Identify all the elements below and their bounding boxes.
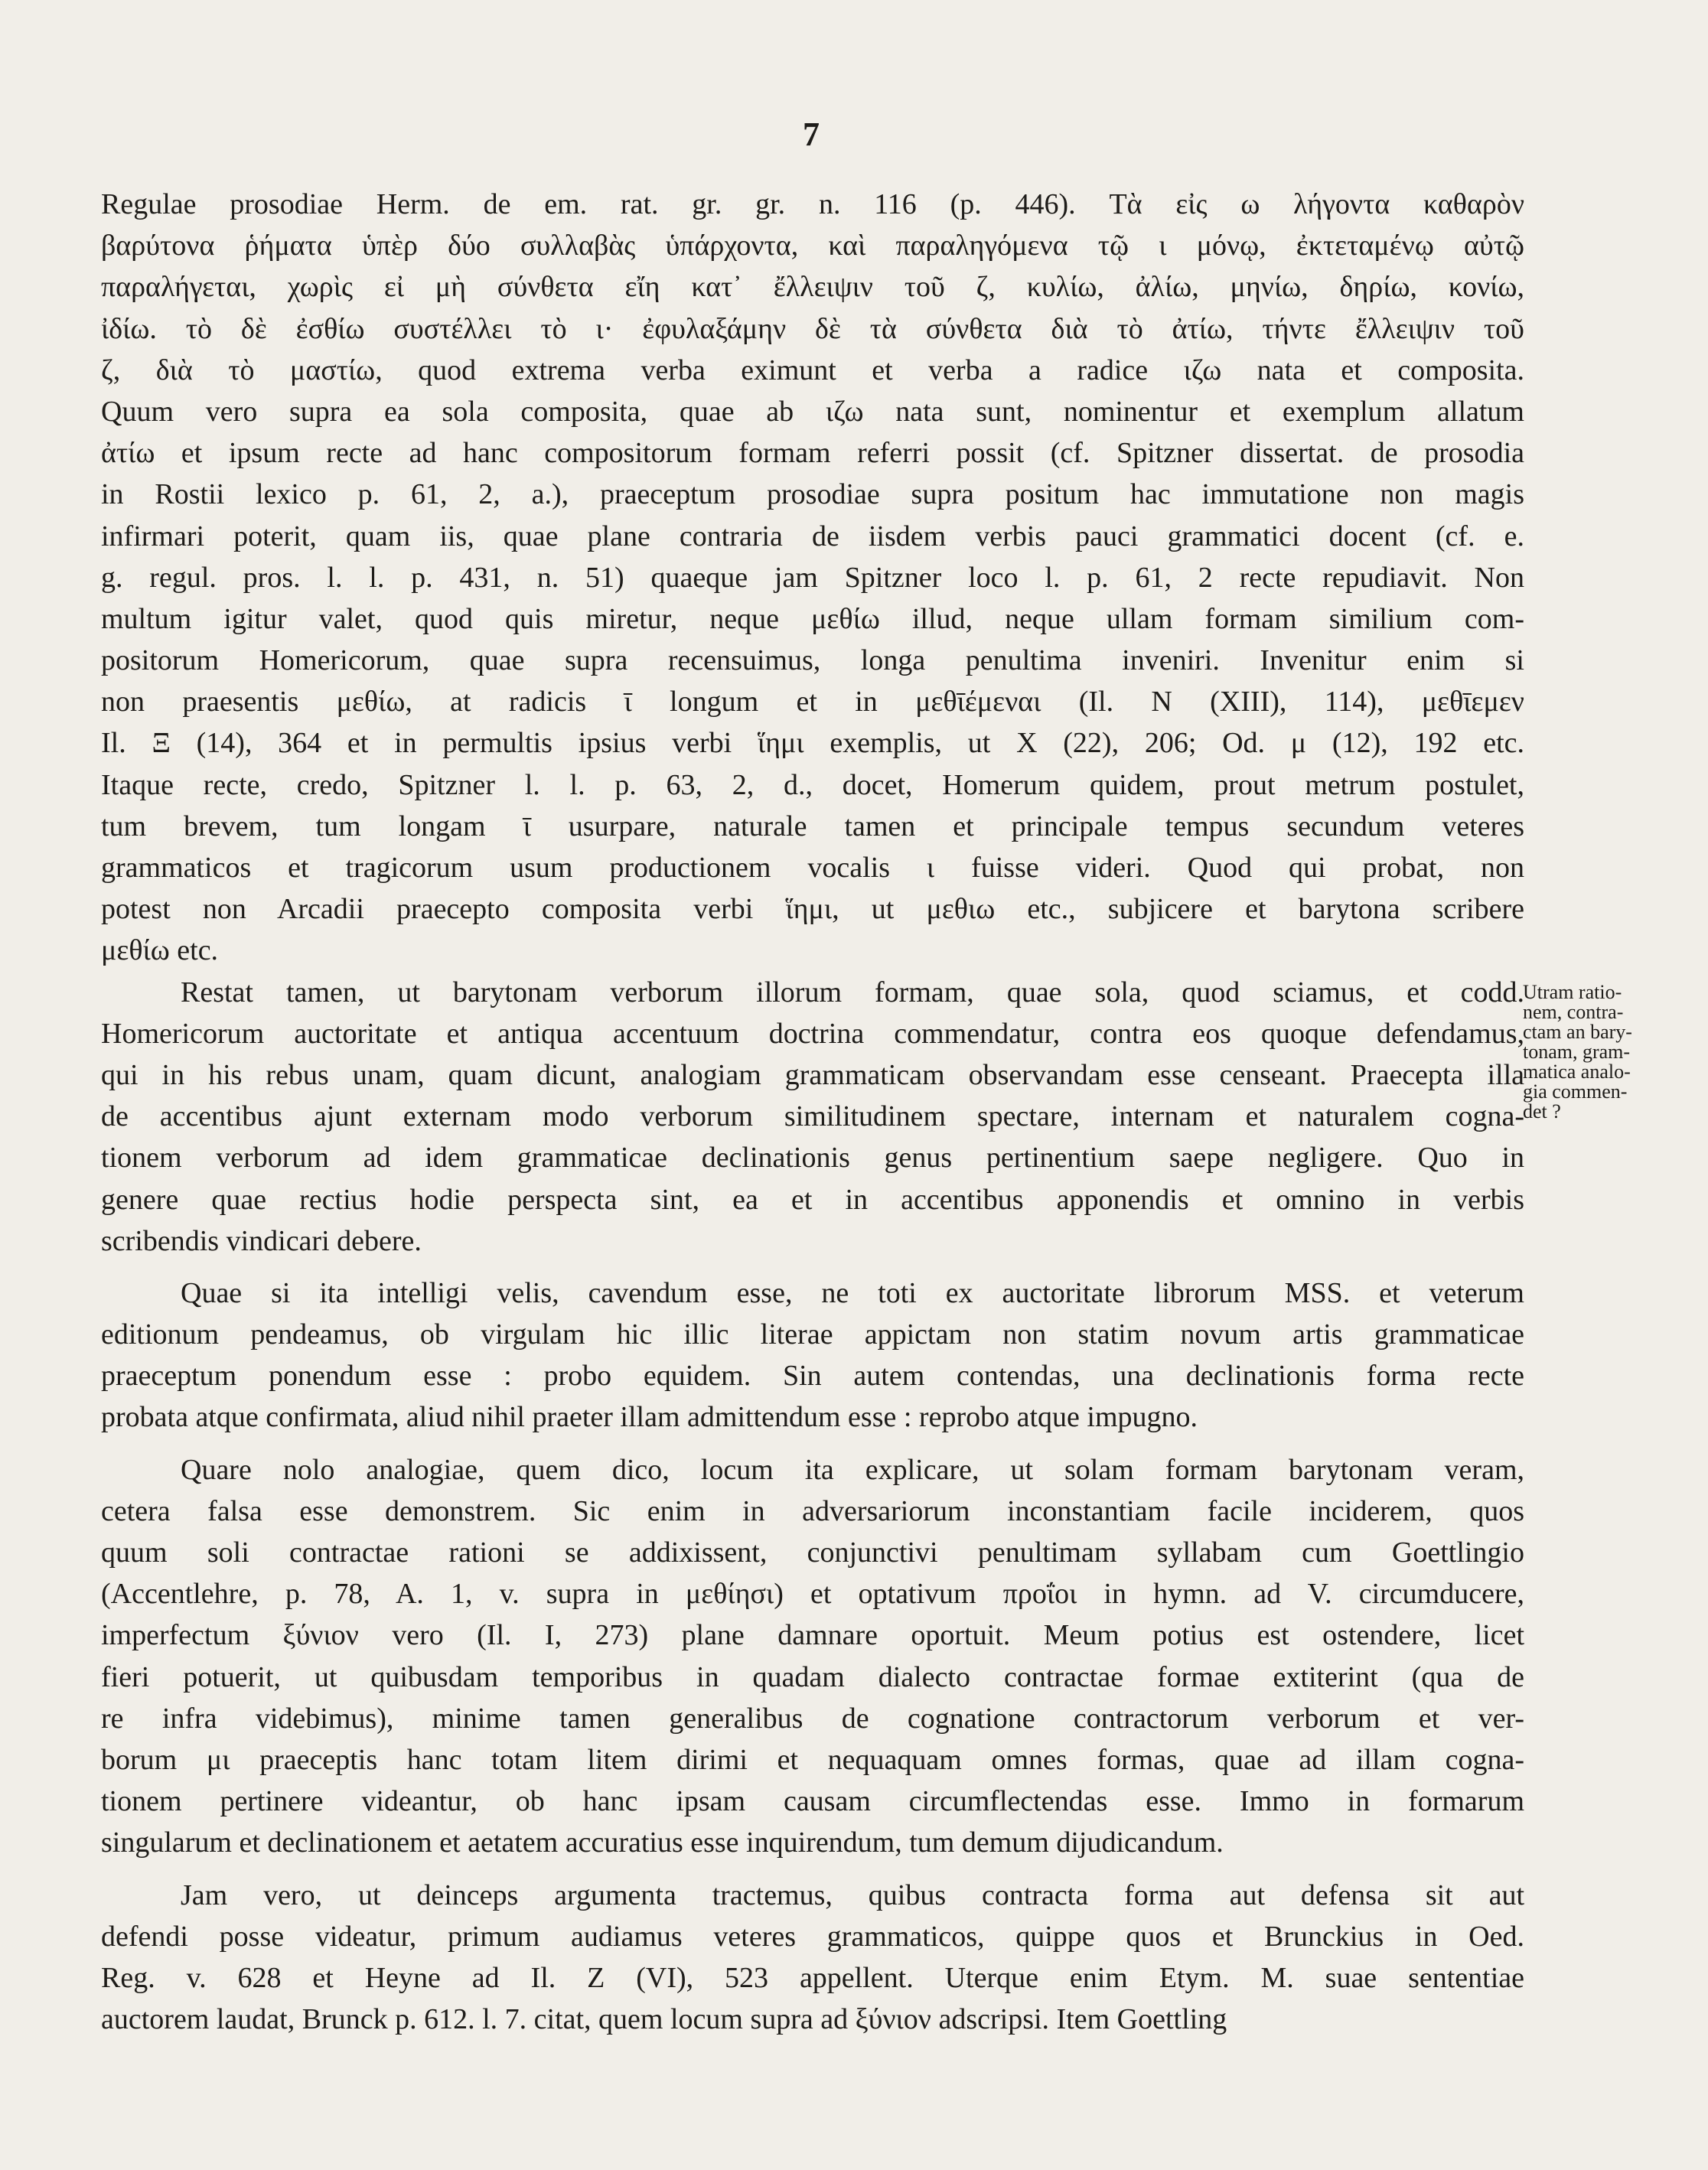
text-line: quum soli contractae rationi se addixissent, conjunctivi penultimam syllabam cum Goettlingio	[101, 1536, 1524, 1569]
body-text	[101, 184, 1524, 2040]
paragraph-gap	[101, 1439, 1524, 1449]
margin-note	[1523, 982, 1706, 1122]
text-line: grammaticos et tragicorum usum productionem vocalis ι fuisse videri. Quod qui probat, non	[101, 852, 1524, 884]
text-line: tum brevem, tum longam ῑ usurpare, naturale tamen et principale tempus secundum veteres	[101, 810, 1524, 842]
paragraph	[101, 184, 1524, 972]
text-line: praeceptum ponendum esse : probo equidem. Sin autem contendas, una declinationis forma recte	[101, 1360, 1524, 1393]
text-line: Restat tamen, ut barytonam verborum illorum formam, quae sola, quod sciamus, et codd.	[181, 976, 1524, 1008]
paragraph-gap	[101, 1262, 1524, 1272]
margin-note-line: matica analo-	[1523, 1061, 1631, 1083]
text-line: in Rostii lexico p. 61, 2, a.), praeceptum prosodiae supra positum hac immutatione non magis	[101, 478, 1524, 511]
paragraph	[101, 1449, 1524, 1864]
paragraph	[101, 972, 1524, 1262]
text-line: Jam vero, ut deinceps argumenta tractemus, quibus contracta forma aut defensa sit aut	[181, 1878, 1524, 1911]
text-line: singularum et declinationem et aetatem accuratius esse inquirendum, tum demum dijudicandum.	[101, 1826, 1224, 1859]
text-line: βαρύτονα ῥήματα ὑπὲρ δύο συλλαβὰς ὑπάρχοντα, καὶ παραληγόμενα τῷ ι μόνῳ, ἐκτεταμένῳ αὐτῷ	[101, 230, 1524, 262]
text-line: multum igitur valet, quod quis miretur, neque μεθίω illud, neque ullam formam similium com-	[101, 602, 1524, 635]
margin-note-line: tonam, gram-	[1523, 1041, 1631, 1063]
text-line: fieri potuerit, ut quibusdam temporibus in quadam dialecto contractae formae extiterint (qua de	[101, 1660, 1524, 1693]
text-line: borum μι praeceptis hanc totam litem dirimi et nequaquam omnes formas, quae ad illam cogna-	[101, 1743, 1524, 1776]
margin-note-line: gia commen-	[1523, 1080, 1628, 1103]
text-line: μεθίω etc.	[101, 934, 219, 967]
text-line: re infra videbimus), minime tamen generalibus de cognatione contractorum verborum et ver-	[101, 1702, 1524, 1735]
text-line: qui in his rebus unam, quam dicunt, analogiam grammaticam observandam esse censeant. Praecepta illa	[101, 1058, 1524, 1091]
text-line: scribendis vindicari debere.	[101, 1224, 422, 1257]
text-line: Itaque recte, credo, Spitzner l. l. p. 63, 2, d., docet, Homerum quidem, prout metrum postulet,	[101, 768, 1524, 801]
text-line: Il. Ξ (14), 364 et in permultis ipsius verbi ἵημι exemplis, ut Χ (22), 206; Od. μ (12), 192 etc.	[101, 727, 1524, 760]
margin-note-line: ctam an bary-	[1523, 1021, 1632, 1043]
text-line: positorum Homericorum, quae supra recensuimus, longa penultima inveniri. Invenitur enim si	[101, 644, 1524, 677]
text-line: ζ, διὰ τὸ μαστίω, quod extrema verba eximunt et verba a radice ιζω nata et composita.	[101, 354, 1524, 386]
text-line: non praesentis μεθίω, at radicis ῑ longum et in μεθῑέμεναι (Il. Ν (XIII), 114), μεθῑεμεν	[101, 686, 1524, 718]
text-line: auctorem laudat, Brunck p. 612. l. 7. citat, quem locum supra ad ξύνιον adscripsi. Item Goettling	[101, 2003, 1227, 2036]
text-line: imperfectum ξύνιον vero (Il. Ι, 273) plane damnare oportuit. Meum potius est ostendere, licet	[101, 1619, 1524, 1652]
text-line: potest non Arcadii praecepto composita verbi ἵημι, ut μεθιω etc., subjicere et barytona scribere	[101, 893, 1524, 926]
paragraph	[101, 1875, 1524, 2041]
text-line: tionem pertinere videantur, ob hanc ipsam causam circumflectendas esse. Immo in formarum	[101, 1785, 1524, 1818]
text-line: ἰδίω. τὸ δὲ ἐσθίω συστέλλει τὸ ι· ἐφυλαξάμην δὲ τὰ σύνθετα διὰ τὸ ἀτίω, τήντε ἔλλειψιν τοῦ	[101, 312, 1524, 345]
text-line: Quum vero supra ea sola composita, quae ab ιζω nata sunt, nominentur et exemplum allatum	[101, 395, 1524, 428]
margin-note-line: det ?	[1523, 1100, 1561, 1122]
text-line: g. regul. pros. l. l. p. 431, n. 51) quaeque jam Spitzner loco l. p. 61, 2 recte repudiavit. Non	[101, 561, 1524, 594]
text-line: defendi posse videatur, primum audiamus veteres grammaticos, quippe quos et Brunckius in Oed.	[101, 1920, 1524, 1953]
text-line: genere quae rectius hodie perspecta sint, ea et in accentibus apponendis et omnino in verbis	[101, 1183, 1524, 1216]
text-line: de accentibus ajunt externam modo verborum similitudinem spectare, internam et naturalem cogna-	[101, 1100, 1524, 1133]
margin-note-line: nem, contra-	[1523, 1001, 1624, 1023]
text-line: (Accentlehre, p. 78, A. 1, v. supra in μεθίησι) et optativum προΐοι in hymn. ad V. circumducere,	[101, 1578, 1524, 1611]
text-line: editionum pendeamus, ob virgulam hic illic literae appictam non statim novum artis grammaticae	[101, 1318, 1524, 1351]
text-line: tionem verborum ad idem grammaticae declinationis genus pertinentium saepe negligere. Quo in	[101, 1142, 1524, 1175]
text-line: Quae si ita intelligi velis, cavendum esse, ne toti ex auctoritate librorum MSS. et veterum	[181, 1276, 1524, 1309]
page-number: 7	[803, 116, 820, 153]
text-line: Regulae prosodiae Herm. de em. rat. gr. gr. n. 116 (p. 446). Τὰ εἰς ω λήγοντα καθαρὸν	[101, 188, 1524, 220]
text-line: Homericorum auctoritate et antiqua accentuum doctrina commendatur, contra eos quoque defendamus,	[101, 1017, 1524, 1050]
text-line: cetera falsa esse demonstrem. Sic enim in adversariorum inconstantiam facile inciderem, quos	[101, 1494, 1524, 1527]
text-line: probata atque confirmata, aliud nihil praeter illam admittendum esse : reprobo atque impugno.	[101, 1401, 1198, 1434]
text-line: infirmari poterit, quam iis, quae plane contraria de iisdem verbis pauci grammatici docent (cf. e.	[101, 520, 1524, 552]
margin-note-line: Utram ratio-	[1523, 981, 1622, 1003]
text-line: Quare nolo analogiae, quem dico, locum ita explicare, ut solam formam barytonam veram,	[181, 1453, 1524, 1486]
text-line: ἀτίω et ipsum recte ad hanc compositorum formam referri possit (cf. Spitzner dissertat. de prosodia	[101, 437, 1524, 470]
text-line: παραλήγεται, χωρὶς εἰ μὴ σύνθετα εἴη κατ᾽ ἔλλειψιν τοῦ ζ, κυλίω, ἀλίω, μηνίω, δηρίω, κονίω,	[101, 271, 1524, 304]
text-line: Reg. v. 628 et Heyne ad Il. Ζ (VI), 523 appellent. Uterque enim Etym. M. suae sententiae	[101, 1961, 1524, 1994]
paragraph-gap	[101, 1864, 1524, 1875]
paragraph	[101, 1272, 1524, 1439]
